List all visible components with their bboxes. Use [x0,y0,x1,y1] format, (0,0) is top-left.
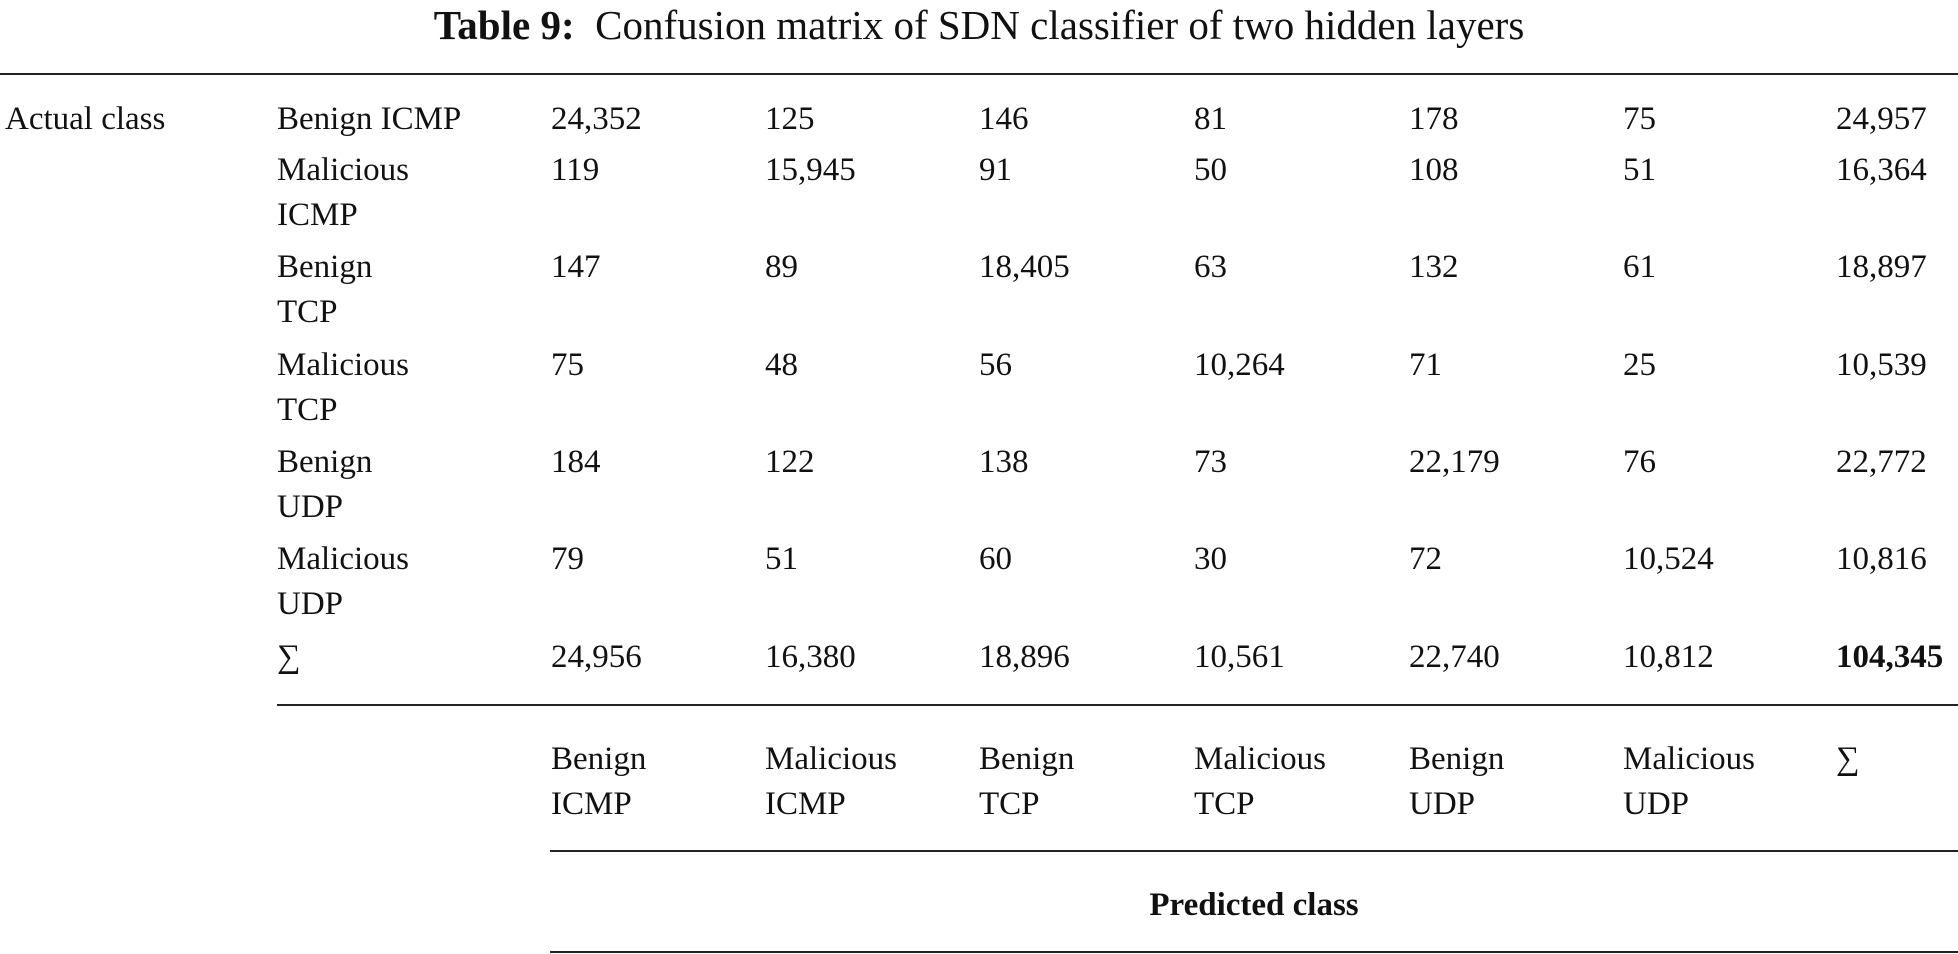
matrix-cell: 178 [1409,101,1459,137]
matrix-cell: 147 [551,249,601,285]
column-header: ∑ [1836,741,1860,777]
matrix-cell: 91 [979,152,1012,188]
matrix-cell: 22,740 [1409,639,1500,675]
table-caption [0,0,1958,50]
column-header: ICMP [551,786,632,822]
matrix-cell: 18,896 [979,639,1070,675]
column-header: UDP [1623,786,1690,822]
matrix-cell: 18,897 [1836,249,1927,285]
column-header: TCP [979,786,1040,822]
bottom-rule [550,951,1958,953]
matrix-cell: 73 [1194,444,1227,480]
row-label: ICMP [277,197,358,233]
row-axis-label: Actual class [5,101,166,137]
column-header: Malicious [765,741,897,777]
matrix-cell: 10,264 [1194,347,1285,383]
matrix-cell: 25 [1623,347,1656,383]
row-label: Benign ICMP [277,101,462,137]
column-header: Benign [1409,741,1505,777]
row-label: TCP [277,294,338,330]
column-header: Malicious [1623,741,1755,777]
row-label: Malicious [277,347,409,383]
matrix-cell: 119 [551,152,600,188]
matrix-cell: 15,945 [765,152,856,188]
matrix-cell: 24,352 [551,101,642,137]
row-label: ∑ [277,639,301,675]
matrix-cell: 138 [979,444,1029,480]
matrix-cell: 184 [551,444,601,480]
matrix-cell: 71 [1409,347,1442,383]
row-label: UDP [277,489,344,525]
column-header: ICMP [765,786,846,822]
matrix-cell: 75 [551,347,584,383]
grand-total-cell: 104,345 [1836,639,1944,675]
matrix-cell: 24,956 [551,639,642,675]
top-rule [0,73,1958,75]
matrix-cell: 79 [551,541,584,577]
row-label: UDP [277,586,344,622]
col-axis-label: Predicted class [1149,887,1359,923]
matrix-cell: 22,179 [1409,444,1500,480]
row-label: TCP [277,392,338,428]
matrix-cell: 75 [1623,101,1656,137]
table-title: Confusion matrix of SDN classifier of two hidden layers [595,2,1525,48]
matrix-cell: 16,364 [1836,152,1927,188]
matrix-cell: 10,816 [1836,541,1927,577]
matrix-cell: 24,957 [1836,101,1927,137]
matrix-cell: 125 [765,101,815,137]
matrix-cell: 63 [1194,249,1227,285]
matrix-cell: 16,380 [765,639,856,675]
matrix-cell: 22,772 [1836,444,1927,480]
matrix-cell: 60 [979,541,1012,577]
matrix-cell: 10,561 [1194,639,1285,675]
matrix-cell: 10,524 [1623,541,1714,577]
matrix-cell: 48 [765,347,798,383]
column-header: UDP [1409,786,1476,822]
matrix-cell: 89 [765,249,798,285]
sum-rule [277,704,1958,706]
header-rule [550,850,1958,852]
matrix-cell: 51 [765,541,798,577]
row-label: Malicious [277,541,409,577]
row-label: Benign [277,249,373,285]
column-header: TCP [1194,786,1255,822]
matrix-cell: 146 [979,101,1029,137]
matrix-cell: 76 [1623,444,1656,480]
matrix-cell: 50 [1194,152,1227,188]
matrix-cell: 18,405 [979,249,1070,285]
matrix-cell: 56 [979,347,1012,383]
column-header: Benign [551,741,647,777]
matrix-cell: 132 [1409,249,1459,285]
row-label: Malicious [277,152,409,188]
column-header: Benign [979,741,1075,777]
matrix-cell: 61 [1623,249,1656,285]
row-label: Benign [277,444,373,480]
matrix-cell: 72 [1409,541,1442,577]
column-header: Malicious [1194,741,1326,777]
matrix-cell: 122 [765,444,815,480]
matrix-cell: 10,539 [1836,347,1927,383]
matrix-cell: 108 [1409,152,1459,188]
matrix-cell: 81 [1194,101,1227,137]
matrix-cell: 51 [1623,152,1656,188]
table-number: Table 9: [433,2,575,48]
matrix-cell: 30 [1194,541,1227,577]
matrix-cell: 10,812 [1623,639,1714,675]
